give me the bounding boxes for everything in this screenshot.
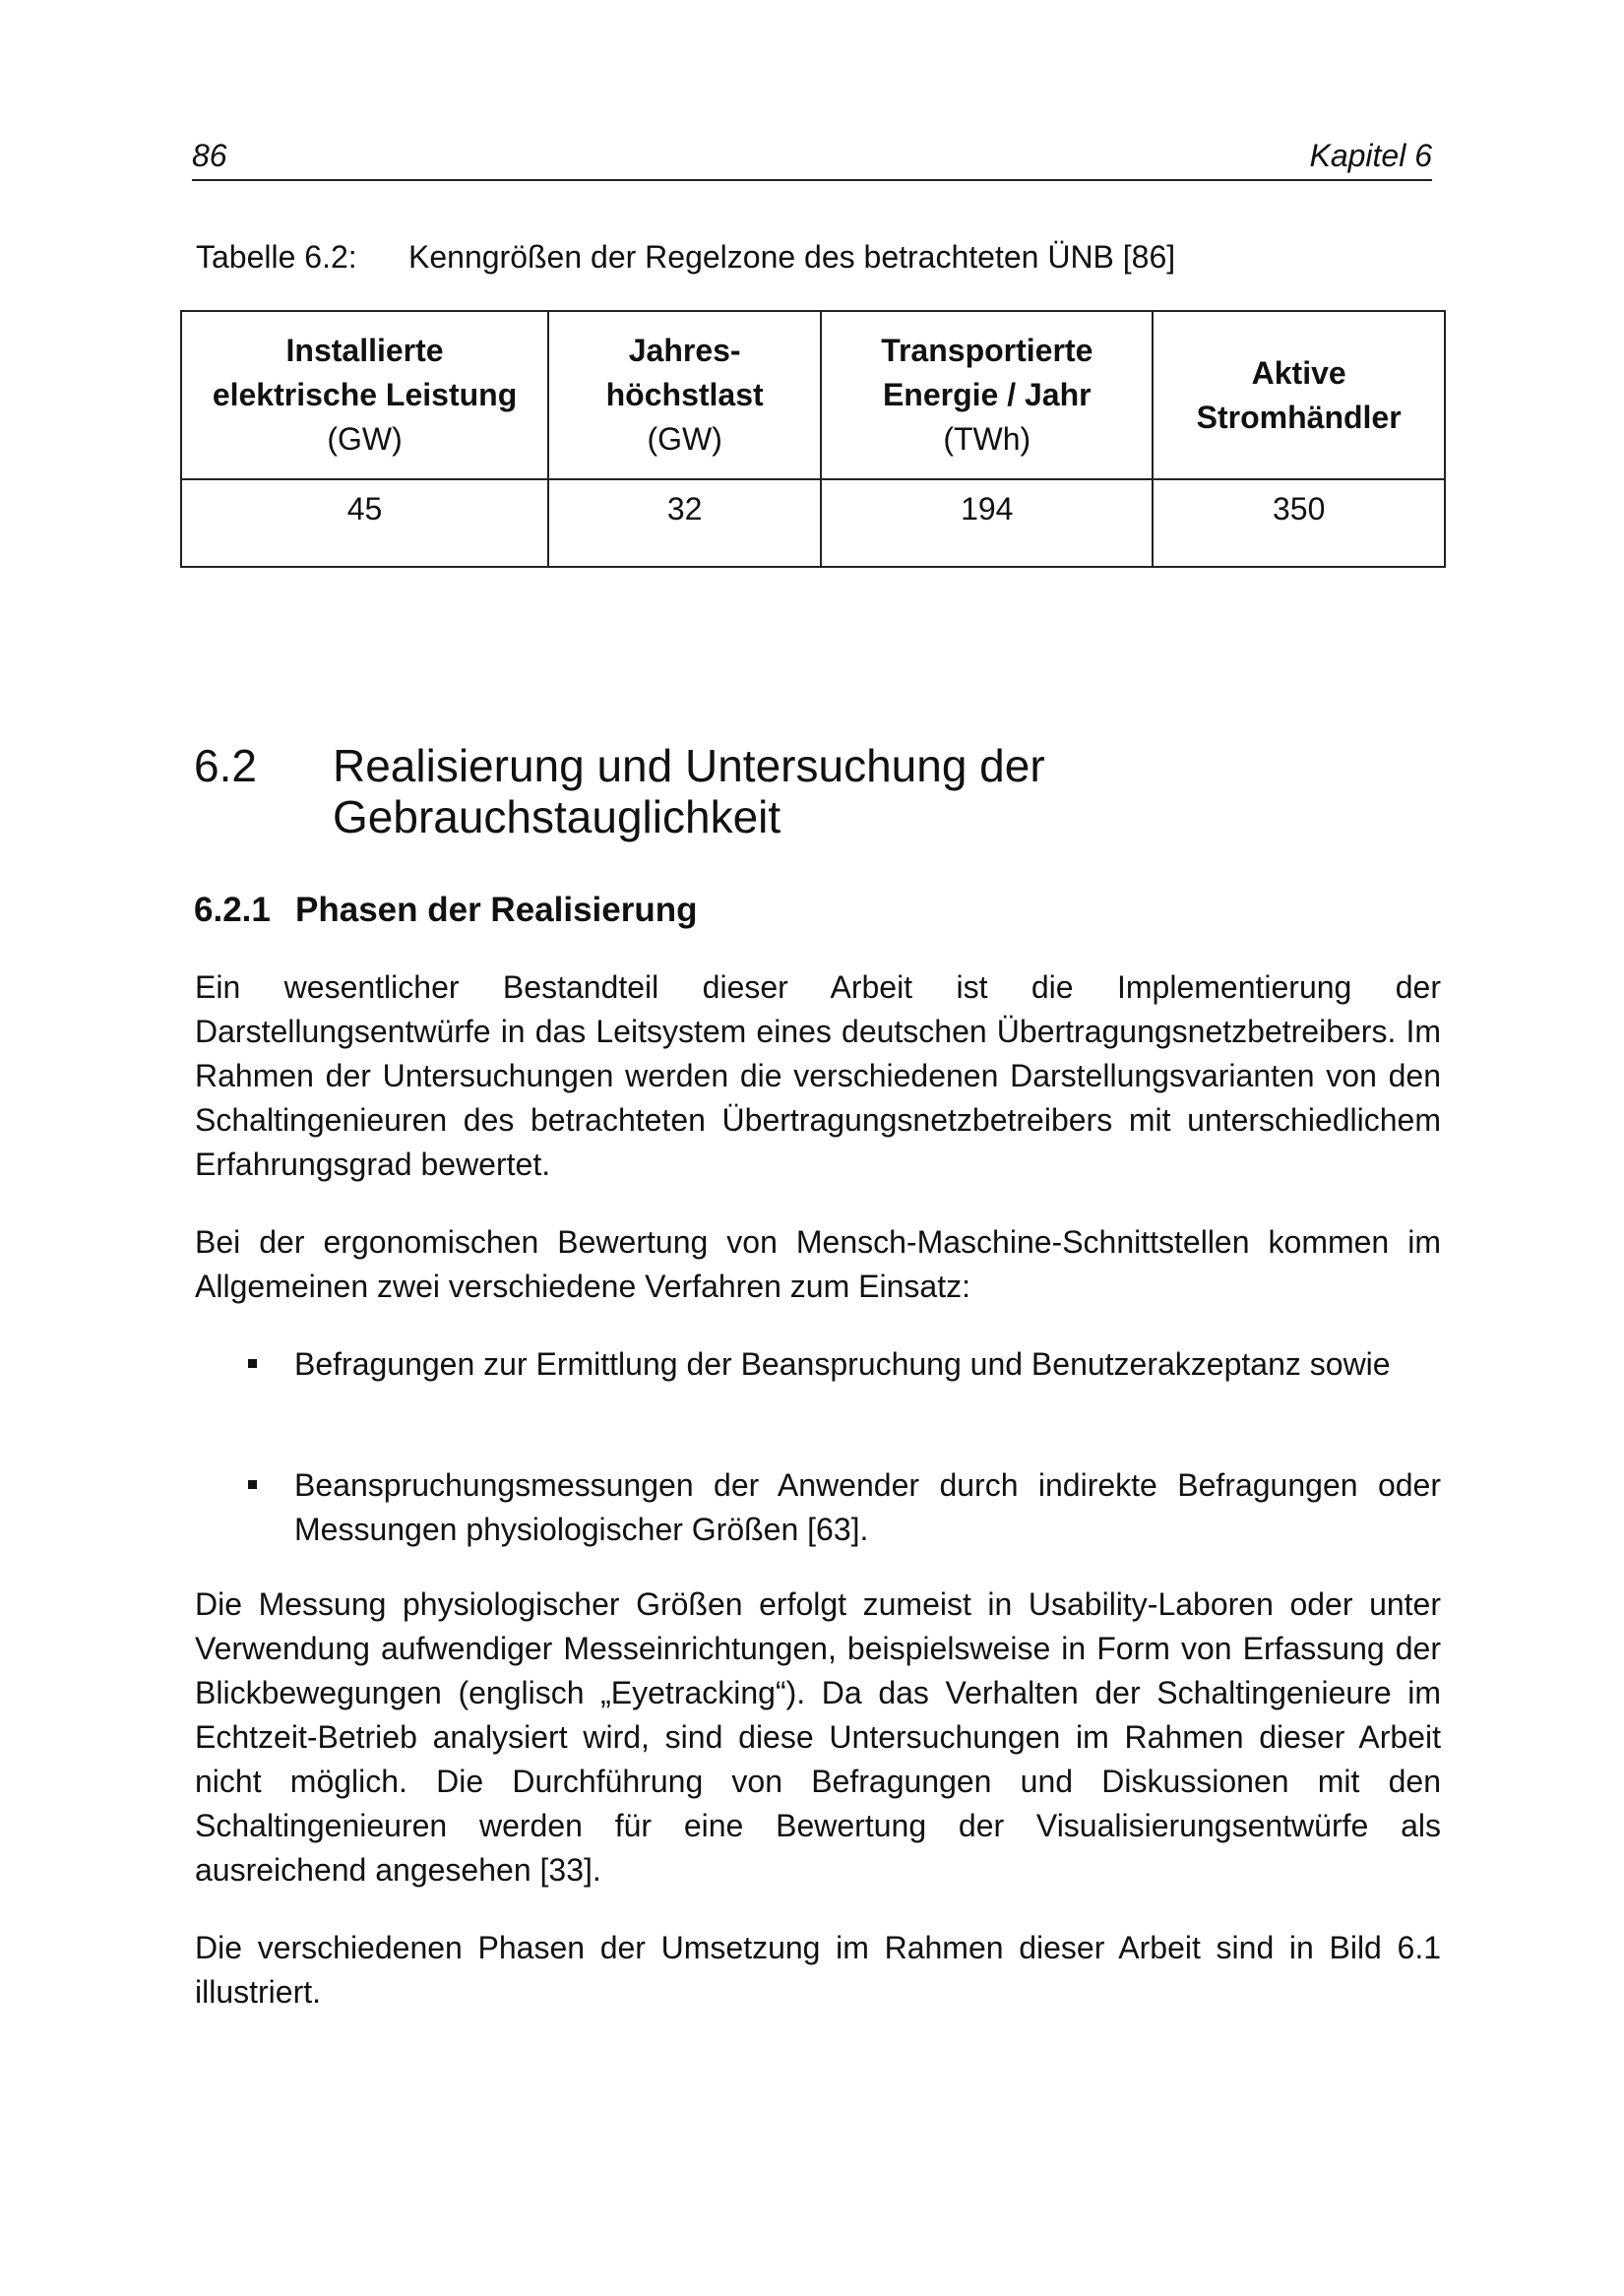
header-title-line: Energie / Jahr <box>882 377 1092 412</box>
section-title-line1: Realisierung und Untersuchung der <box>333 740 1045 791</box>
list-item <box>195 1342 1441 1387</box>
section-title-line2: Gebrauchstauglichkeit <box>333 791 781 842</box>
list-item-text: Beanspruchungsmessungen der Anwender durch indirekte Befragungen oder Messungen physiologischer Größen [63]. <box>294 1467 1441 1547</box>
paragraph-1: Ein wesentlicher Bestandteil dieser Arbeit ist die Implementierung der Darstellungsentwürfe in das Leitsystem eines deutschen Übertragungsnetzbetreibers. Im Rahmen der Untersuchungen werden die verschiedenen Darstellungsvarianten von den Schaltingenieuren des betrachteten Übertragungsnetzbetreibers mit unterschiedlichem Erfahrungsgrad bewertet. <box>195 969 1441 1182</box>
subsection-title: Phasen der Realisierung <box>295 891 698 929</box>
paragraph-3: Die Messung physiologischer Größen erfolgt zumeist in Usability-Laboren oder unter Verwendung aufwendiger Messeinrichtungen, beispielsweise in Form von Erfassung der Blickbewegungen (englisch „Eyetracking“). Da das Verhalten der Schaltingenieure im Echtzeit-Betrieb analysiert wird, sind diese Untersuchungen im Rahmen dieser Arbeit nicht möglich. Die Durchführung von Befragungen und Diskussionen mit den Schaltingenieuren werden für eine Bewertung der Visualisierungsentwürfe als ausreichend angesehen [33]. <box>195 1586 1441 1888</box>
header-title-line: Aktive <box>1251 354 1346 391</box>
header-title-line: höchstlast <box>605 377 764 412</box>
subsection-heading <box>194 890 697 931</box>
page-header <box>192 136 1432 181</box>
table-cell: 194 <box>821 479 1153 567</box>
data-table <box>180 310 1446 568</box>
page-number: 86 <box>192 138 227 173</box>
header-unit: (GW) <box>647 421 722 457</box>
table-cell: 45 <box>181 479 548 567</box>
header-title-line: Stromhändler <box>1196 399 1402 435</box>
list-item <box>195 1463 1441 1552</box>
section-title <box>333 740 1317 842</box>
table-header-row <box>181 311 1445 479</box>
table-header-cell <box>821 311 1153 479</box>
subsection-number: 6.2.1 <box>194 891 271 929</box>
table-cell: 32 <box>548 479 821 567</box>
table-caption <box>196 236 1175 278</box>
bullet-list <box>195 1342 1441 1387</box>
square-bullet-icon <box>248 1359 257 1368</box>
table-caption-text: Kenngrößen der Regelzone des betrachteten ÜNB [86] <box>408 239 1176 275</box>
header-unit: (GW) <box>327 421 403 457</box>
table-header-cell <box>1153 311 1445 479</box>
header-unit: (TWh) <box>943 421 1031 457</box>
table-row <box>181 479 1445 567</box>
paragraph-4: Die verschiedenen Phasen der Umsetzung im Rahmen dieser Arbeit sind in Bild 6.1 illustriert. <box>195 1930 1441 2010</box>
table-cell: 350 <box>1153 479 1445 567</box>
square-bullet-icon <box>248 1480 257 1489</box>
table-caption-label: Tabelle 6.2: <box>196 239 357 275</box>
section-number: 6.2 <box>194 740 257 791</box>
paragraph-2: Bei der ergonomischen Bewertung von Mensch-Maschine-Schnittstellen kommen im Allgemeinen zwei verschiedene Verfahren zum Einsatz: <box>195 1224 1441 1304</box>
header-title-line: Installierte <box>285 333 444 368</box>
table-header-cell <box>548 311 821 479</box>
header-title-line: Jahres- <box>628 333 741 368</box>
table-header-cell <box>181 311 548 479</box>
header-title-line: Transportierte <box>881 333 1093 368</box>
chapter-label: Kapitel 6 <box>1309 138 1432 173</box>
header-title-line: elektrische Leistung <box>212 377 518 412</box>
list-item-text: Befragungen zur Ermittlung der Beanspruchung und Benutzerakzeptanz sowie <box>294 1346 1391 1382</box>
bullet-list <box>195 1463 1441 1552</box>
